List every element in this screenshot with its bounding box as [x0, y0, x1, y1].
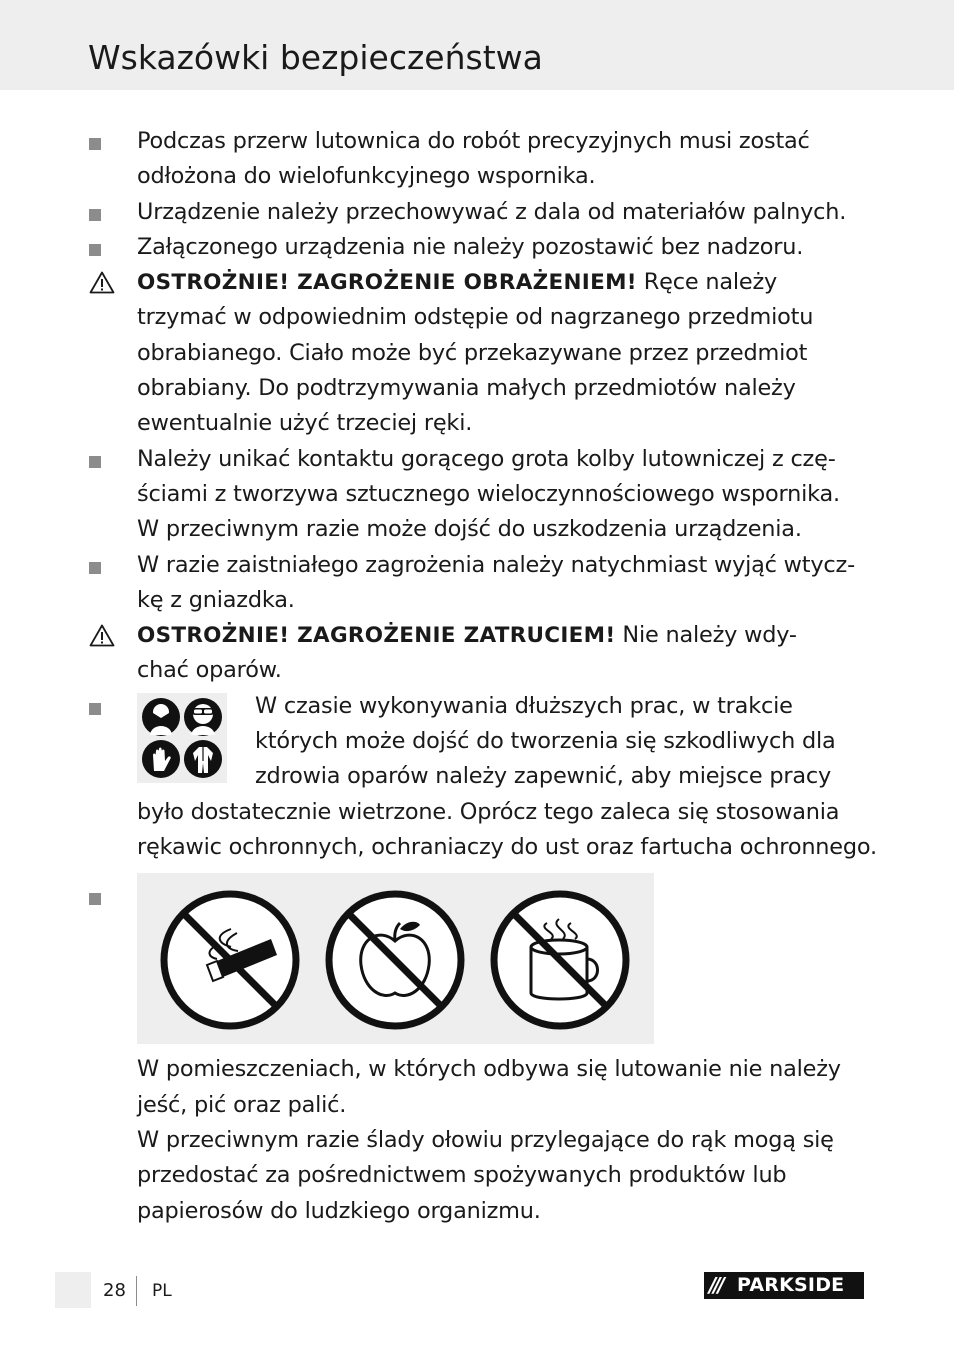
warning-heading: OSTROŻNIE! ZAGROŻENIE OBRAŻENIEM!: [137, 270, 637, 296]
list-item: [0, 195, 877, 230]
ppe-icon-group: [137, 693, 227, 783]
ppe-side-text: W czasie wykonywania dłuższych prac, w trakcie których może dojść do tworzenia się szkodliwych dla zdrowia oparów należy zapewnić, aby miejsce pracy: [255, 692, 836, 790]
item-text: Podczas przerw lutownica do robót precyzyjnych musi zostać odłożona do wielofunkcyjnego wspornika.: [137, 128, 810, 190]
bullet-icon: [89, 703, 101, 715]
item-text: Urządzenie należy przechowywać z dala od materiałów palnych.: [137, 198, 847, 225]
list-item: [0, 689, 877, 866]
safety-instructions: [0, 124, 954, 1229]
item-text: było dostatecznie wietrzone. Oprócz tego zaleca się stosowania rękawic ochronnych, ochraniaczy do ust oraz fartucha ochronnego.: [137, 798, 877, 861]
list-item: [0, 442, 877, 548]
brand-mark: ///: [709, 1273, 722, 1297]
bullet-icon: [89, 244, 101, 256]
warning-triangle-icon: [89, 271, 115, 294]
bullet-icon: [89, 456, 101, 468]
item-text: OSTROŻNIE! ZAGROŻENIE ZATRUCIEM! Nie należy wdy- chać oparów.: [137, 622, 797, 684]
brand-name: PARKSIDE: [737, 1274, 845, 1296]
page-title: Wskazówki bezpieczeństwa: [88, 38, 543, 77]
item-text: W pomieszczeniach, w których odbywa się lutowanie nie należy jeść, pić oraz palić. W przeciwnym razie ślady ołowiu przylegające do rąk mogą się przedostać za pośrednictwem spożywanych produktów lub papierosów do ludzkiego organizmu.: [137, 1056, 841, 1224]
bullet-icon: [89, 209, 101, 221]
list-item: [0, 230, 877, 265]
page-number: 28: [103, 1280, 126, 1301]
warning-triangle-icon: [89, 624, 115, 647]
bullet-icon: [89, 893, 101, 905]
protective-suit-icon: [183, 739, 223, 779]
prohibition-panel: [137, 873, 654, 1044]
item-text: W razie zaistniałego zagrożenia należy natychmiast wyjąć wtycz- kę z gniazdka.: [137, 551, 855, 613]
warning-item: [0, 618, 877, 689]
brand-logo: [704, 1272, 864, 1299]
list-item: [0, 873, 877, 1228]
no-smoking-icon: [159, 889, 301, 1031]
warning-item: [0, 265, 877, 441]
bullet-icon: [89, 562, 101, 574]
safety-goggles-icon: [183, 697, 223, 737]
list-item: [0, 548, 877, 619]
footer-divider: [136, 1276, 137, 1306]
page-header: [0, 0, 954, 90]
no-drinking-icon: [489, 889, 631, 1031]
warning-heading: OSTROŻNIE! ZAGROŻENIE ZATRUCIEM!: [137, 623, 616, 649]
bullet-icon: [89, 138, 101, 150]
protective-gloves-icon: [141, 739, 181, 779]
list-item: [0, 124, 877, 195]
item-text: Załączonego urządzenia nie należy pozostawić bez nadzoru.: [137, 233, 804, 260]
face-mask-icon: [141, 697, 181, 737]
item-text: OSTROŻNIE! ZAGROŻENIE OBRAŻENIEM! Ręce należy trzymać w odpowiednim odstępie od nagrzanego przedmiotu obrabianego. Ciało może być przekazywane przez przedmiot obrabiany. Do podtrzymywania małych przedmiotów należy ewentualnie użyć trzeciej ręki.: [137, 269, 814, 437]
footer-marker: [55, 1272, 91, 1308]
language-code: PL: [152, 1281, 172, 1301]
item-text: Należy unikać kontaktu gorącego grota kolby lutowniczej z czę- ściami z tworzywa sztucznego wieloczynnościowego wspornika. W przeciwnym razie może dojść do uszkodzenia urządzenia.: [137, 445, 840, 543]
ppe-block: [137, 689, 877, 795]
no-eating-icon: [324, 889, 466, 1031]
